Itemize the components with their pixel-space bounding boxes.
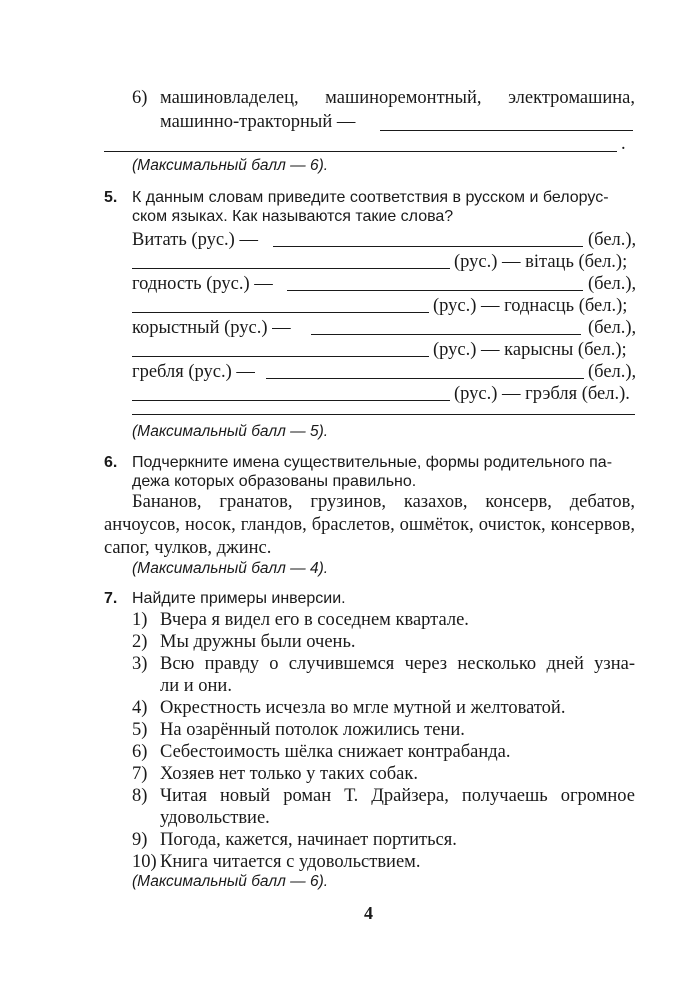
lang-mark: (бел.), — [588, 230, 637, 250]
list-item: Мы дружны были очень. — [160, 632, 356, 652]
item-number: 6) — [132, 742, 148, 762]
answer-line[interactable] — [380, 130, 633, 131]
question-number: 6. — [104, 454, 118, 471]
answer-line[interactable] — [132, 414, 635, 415]
max-score: (Максимальный балл — 6). — [132, 873, 329, 890]
word-prompt: корыстный (рус.) — — [132, 318, 291, 338]
list-item: Книга читается с удовольствием. — [160, 852, 421, 872]
item-number: 6) — [132, 88, 148, 108]
lang-mark: (бел.), — [588, 362, 637, 382]
question-number: 7. — [104, 590, 118, 607]
item-number: 2) — [132, 632, 148, 652]
list-item: ли и они. — [160, 676, 232, 696]
item-number: 1) — [132, 610, 148, 630]
list-item: удовольствие. — [160, 808, 270, 828]
list-item: Всю правду о случившемся через несколько дней узна- — [160, 654, 635, 674]
word-prompt: Витать (рус.) — — [132, 230, 258, 250]
item-text: машиновладелец, машиноремонтный, электромашина, — [160, 88, 635, 108]
answer-line[interactable] — [266, 378, 584, 379]
item-number: 3) — [132, 654, 148, 674]
item-number: 4) — [132, 698, 148, 718]
list-item: На озарённый потолок ложились тени. — [160, 720, 465, 740]
question-text: К данным словам приведите соответствия в русском и белорус- — [132, 189, 609, 206]
page-number: 4 — [364, 903, 373, 923]
item-number: 7) — [132, 764, 148, 784]
lang-mark: (бел.), — [588, 318, 637, 338]
list-item: Вчера я видел его в соседнем квартале. — [160, 610, 469, 630]
item-number: 10) — [132, 852, 157, 872]
item-number: 5) — [132, 720, 148, 740]
question-text: дежа которых образованы правильно. — [132, 473, 417, 490]
word-list: Бананов, гранатов, грузинов, казахов, консерв, дебатов, анчоусов, носок, гландов, браслетов, ошмёток, очисток, консервов, сапог, чулков, джинс. — [104, 492, 635, 558]
lang-mark: (бел.), — [588, 274, 637, 294]
answer-line[interactable] — [311, 334, 581, 335]
answer-line[interactable] — [104, 151, 617, 152]
answer-line[interactable] — [132, 356, 429, 357]
max-score: (Максимальный балл — 4). — [132, 560, 329, 577]
item-number: 9) — [132, 830, 148, 850]
word-prompt: (рус.) — грэбля (бел.). — [454, 384, 630, 404]
period: . — [621, 134, 626, 154]
question-text: Подчеркните имена существительные, формы родительного па- — [132, 454, 613, 471]
answer-line[interactable] — [273, 246, 583, 247]
item-text: машинно-тракторный — — [160, 112, 356, 132]
word-prompt: годность (рус.) — — [132, 274, 273, 294]
word-prompt: гребля (рус.) — — [132, 362, 255, 382]
word-prompt: (рус.) — вітаць (бел.); — [454, 252, 628, 272]
word-prompt: (рус.) — годнасць (бел.); — [433, 296, 628, 316]
answer-line[interactable] — [132, 268, 450, 269]
answer-line[interactable] — [132, 312, 429, 313]
item-number: 8) — [132, 786, 148, 806]
max-score: (Максимальный балл — 5). — [132, 423, 329, 440]
question-text: Найдите примеры инверсии. — [132, 590, 346, 607]
answer-line[interactable] — [132, 400, 450, 401]
list-item: Погода, кажется, начинает портиться. — [160, 830, 457, 850]
word-prompt: (рус.) — карысны (бел.); — [433, 340, 627, 360]
max-score: (Максимальный балл — 6). — [132, 157, 329, 174]
list-item: Окрестность исчезла во мгле мутной и желтоватой. — [160, 698, 566, 718]
answer-line[interactable] — [287, 290, 583, 291]
question-text: ском языках. Как называются такие слова? — [132, 208, 454, 225]
list-item: Читая новый роман Т. Драйзера, получаешь огромное — [160, 786, 635, 806]
list-item: Себестоимость шёлка снижает контрабанда. — [160, 742, 511, 762]
list-item: Хозяев нет только у таких собак. — [160, 764, 418, 784]
question-number: 5. — [104, 189, 118, 206]
